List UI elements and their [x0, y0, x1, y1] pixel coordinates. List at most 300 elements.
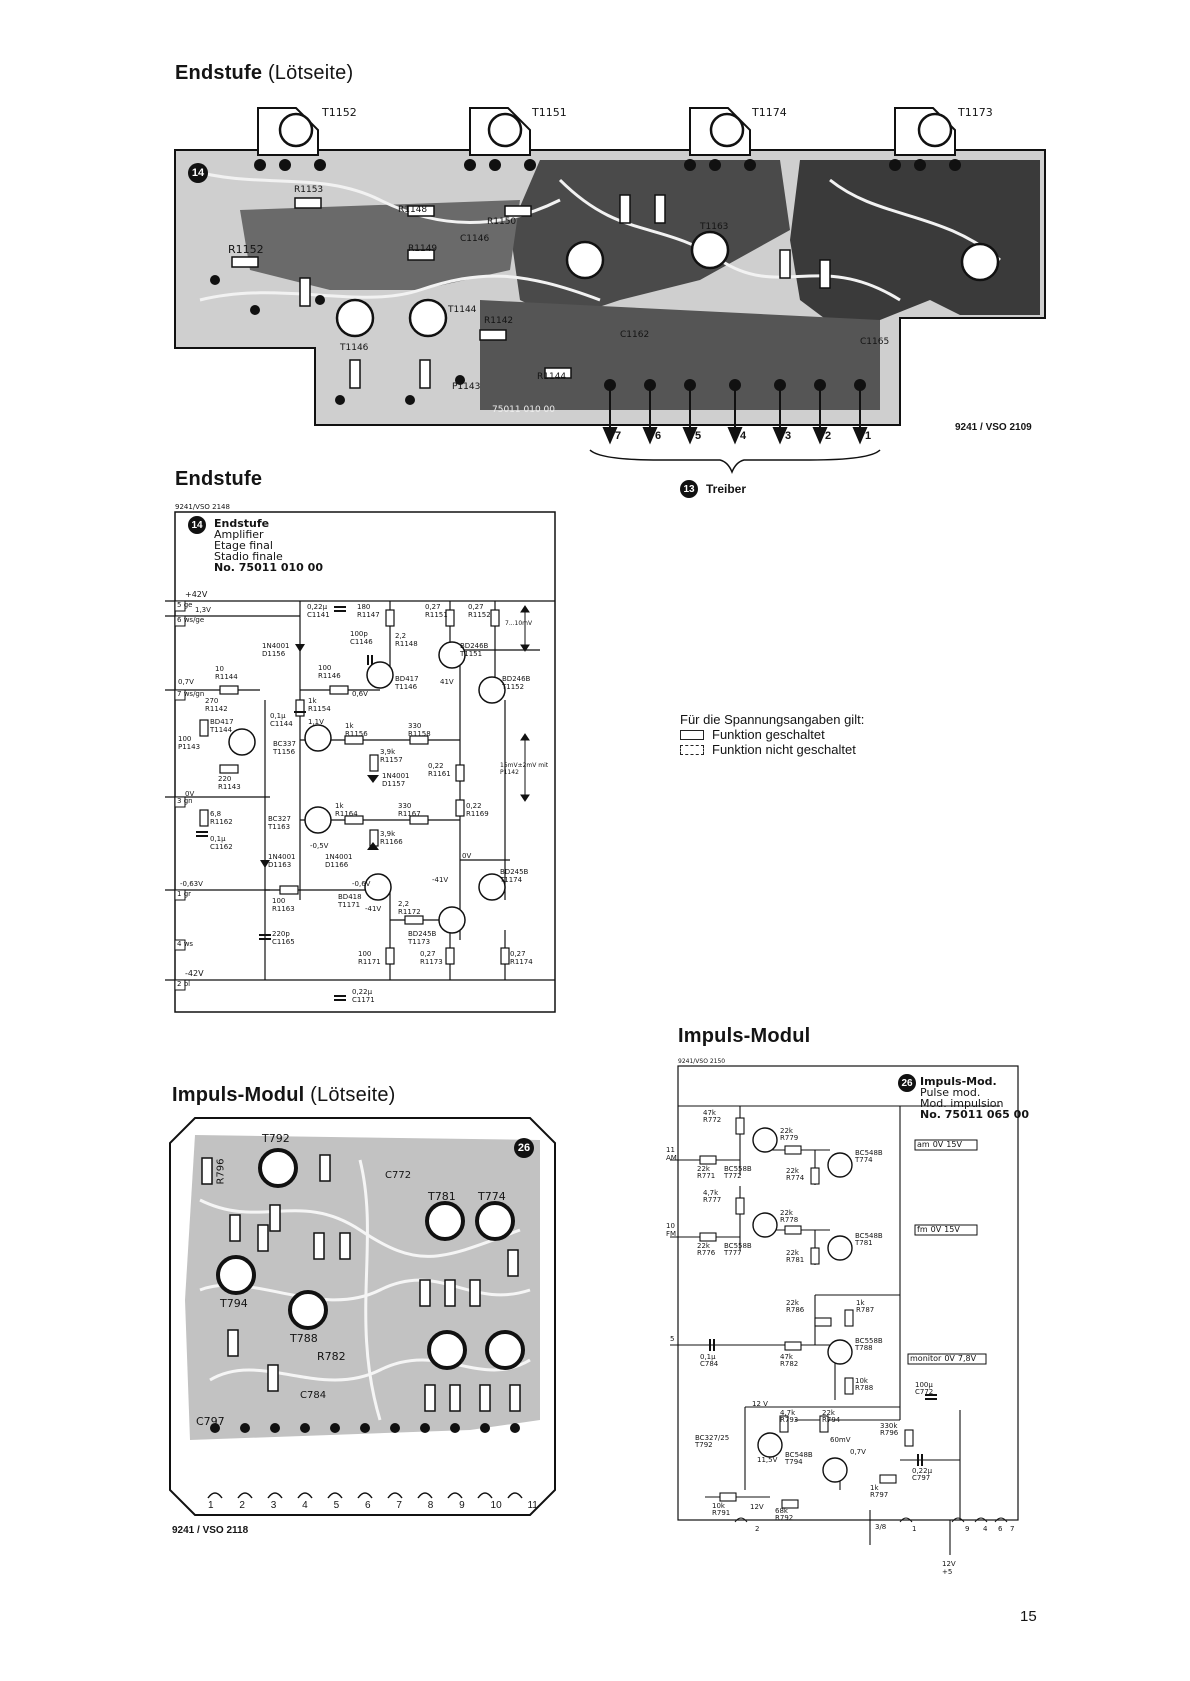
status-value: 15V — [946, 1140, 962, 1149]
comp-value: 100 — [358, 950, 372, 958]
pcb-label-t1144: T1144 — [448, 305, 477, 315]
treiber-text: Treiber — [706, 482, 747, 496]
comp-ref: C1165 — [272, 938, 295, 946]
comp-value: 1k — [308, 697, 317, 705]
comp-value: 22k — [697, 1242, 710, 1250]
comp-ref: C797 — [912, 1474, 931, 1482]
comp-ref: R1174 — [510, 958, 533, 966]
input-label: FM — [666, 1230, 677, 1238]
impuls-name-line: Mod. impulsion — [920, 1097, 1004, 1110]
comp-value: 22k — [822, 1409, 835, 1417]
pin-wire: ge — [183, 601, 193, 609]
comp-value: 3,9k — [380, 830, 396, 838]
impuls-name-line: Pulse mod. — [920, 1086, 981, 1099]
comp-ref: R782 — [780, 1360, 799, 1368]
impuls-pin: 2 — [239, 1500, 245, 1511]
impuls-input-fm — [666, 1222, 676, 1238]
comp-ref: T1144 — [210, 726, 233, 734]
voltage-label: 0V — [185, 790, 195, 798]
pcb-pin-6: 6 — [655, 430, 662, 442]
comp-ref: T788 — [855, 1344, 873, 1352]
comp-ref: R1172 — [398, 908, 421, 916]
imp-comp-r793 — [780, 1410, 798, 1424]
impuls-schematic-title: Impuls-Modul — [678, 1025, 811, 1047]
comp-ref: C772 — [915, 1388, 934, 1396]
impuls-pin: 4 — [302, 1500, 308, 1511]
endstufe-schematic-code: 9241/VSO 2148 — [175, 503, 230, 511]
comp-ref: R1148 — [395, 640, 418, 648]
endstufe-pcb-title-main: Endstufe — [175, 62, 263, 84]
impuls-schematic-badge: 26 — [898, 1074, 916, 1092]
imp-comp-r794 — [822, 1410, 840, 1424]
imp-comp-c772 — [915, 1382, 933, 1396]
comp-ref: R778 — [780, 1216, 799, 1224]
impuls-pin: 11 — [527, 1500, 538, 1511]
comp-value: BC548B — [855, 1149, 883, 1157]
status-label: monitor — [910, 1354, 942, 1363]
comp-value: BC548B — [855, 1232, 883, 1240]
comp-ref: C1146 — [350, 638, 373, 646]
comp-value: 0,27 — [425, 603, 441, 611]
endstufe-pcb-code: 9241 / VSO 2109 — [955, 422, 1032, 433]
input-pin: 10 — [666, 1222, 675, 1230]
impuls-pcb-title-main: Impuls-Modul — [172, 1084, 305, 1106]
imp-comp-r792 — [775, 1508, 793, 1522]
comp-value: 0,1µ — [270, 712, 286, 720]
comp-value: 220p — [272, 930, 290, 938]
comp-value: BC548B — [785, 1451, 813, 1459]
comp-value: 100 — [272, 897, 286, 905]
imp-bottom-pin: 3/8 — [875, 1523, 887, 1531]
pin-num: 4 — [177, 940, 182, 948]
comp-ref: R791 — [712, 1509, 731, 1517]
impuls-label-r782: R782 — [317, 1350, 346, 1363]
pcb-label-r1144: R1144 — [537, 372, 567, 382]
imp-comp-r777 — [703, 1190, 721, 1204]
impuls-pin: 9 — [459, 1500, 465, 1511]
pin-wire: bl — [183, 980, 191, 988]
impuls-name-line: Impuls-Mod. — [920, 1075, 997, 1088]
impuls-label-t781: T781 — [428, 1190, 456, 1203]
comp-ref: R1142 — [205, 705, 228, 713]
status-label: am — [917, 1140, 930, 1149]
comp-value: 100 — [318, 664, 332, 672]
comp-value: BD417 — [210, 718, 234, 726]
comp-ref: R1151 — [425, 611, 448, 619]
imp-comp-t774 — [855, 1150, 883, 1164]
imp-voltage: 11,5V — [757, 1456, 778, 1464]
imp-comp-r796 — [880, 1423, 898, 1437]
comp-value: 1k — [870, 1484, 879, 1492]
impuls-pcb-title-sub: (Lötseite) — [310, 1084, 396, 1106]
imp-comp-r782 — [780, 1354, 798, 1368]
rail-pos-label: +42V — [185, 590, 208, 599]
comp-ref: R1161 — [428, 770, 451, 778]
comp-ref: R774 — [786, 1174, 805, 1182]
pcb-label-board-code: 75011 010 00 — [492, 405, 555, 415]
comp-value: BC558B — [855, 1337, 883, 1345]
voltage-label: -0,5V — [310, 842, 329, 850]
comp-value: 100p — [350, 630, 368, 638]
impuls-schematic-capacitors — [710, 1339, 937, 1466]
comp-ref: T1163 — [268, 823, 291, 831]
imp-comp-r772 — [703, 1110, 721, 1124]
imp-voltage: 12 V — [752, 1400, 768, 1408]
imp-comp-r781 — [786, 1250, 804, 1264]
voltage-label: 0,6V — [352, 690, 368, 698]
legend-item-label: Funktion geschaltet — [712, 727, 825, 742]
pcb-pin-1: 1 — [865, 430, 872, 442]
comp-value: BC327 — [268, 815, 291, 823]
input-label: AM — [666, 1154, 677, 1162]
imp-bottom-pin: 4 — [983, 1525, 988, 1533]
comp-value: 330k — [880, 1422, 898, 1430]
comp-value: 100 — [178, 735, 192, 743]
impuls-status-monitor — [910, 1354, 976, 1363]
status-value: 0V — [930, 1225, 942, 1234]
supply-line: +5 — [942, 1568, 953, 1576]
comp-value: 1k — [335, 802, 344, 810]
voltage-label: 0,7V — [178, 678, 194, 686]
imp-comp-r771 — [697, 1166, 715, 1180]
imp-voltage: 0,7V — [850, 1448, 866, 1456]
pcb-label-t1146: T1146 — [340, 343, 369, 353]
pcb-pin-7: 7 — [615, 430, 622, 442]
pcb-pin-2: 2 — [825, 430, 832, 442]
pcb-label-r1153: R1153 — [294, 185, 324, 195]
comp-ref: D1163 — [268, 861, 292, 869]
status-value: 7,8V — [957, 1354, 977, 1363]
comp-ref: D1157 — [382, 780, 406, 788]
impuls-label-c772: C772 — [385, 1170, 412, 1181]
comp-value: BD246B — [460, 642, 489, 650]
comp-value: 0,22µ — [912, 1467, 933, 1475]
comp-value: 2,2 — [395, 632, 407, 640]
comp-ref: R781 — [786, 1256, 805, 1264]
voltage-label: -41V — [365, 905, 382, 913]
comp-ref: R771 — [697, 1172, 716, 1180]
imp-bottom-pin: 2 — [755, 1525, 760, 1533]
pcb-label-t1151: T1151 — [532, 106, 567, 119]
pin-num: 1 — [177, 890, 182, 898]
comp-value: 0,27 — [420, 950, 436, 958]
impuls-label-t788: T788 — [290, 1332, 318, 1345]
imp-comp-c797 — [912, 1468, 932, 1482]
comp-value: 0,27 — [468, 603, 484, 611]
status-label: fm — [917, 1225, 928, 1234]
comp-value: 220 — [218, 775, 232, 783]
comp-value: 330 — [408, 722, 422, 730]
comp-value: 47k — [780, 1353, 793, 1361]
comp-ref: R1157 — [380, 756, 403, 764]
comp-ref: R1143 — [218, 783, 241, 791]
imp-bottom-pin: 1 — [912, 1525, 917, 1533]
imp-comp-t794 — [785, 1452, 813, 1466]
comp-value: 22k — [780, 1127, 793, 1135]
comp-ref: D1166 — [325, 861, 349, 869]
rail-neg-label: -42V — [185, 969, 204, 978]
impuls-status-boxes — [908, 1140, 986, 1364]
comp-ref: R1158 — [408, 730, 431, 738]
pcb-label-r1148: R1148 — [398, 205, 428, 215]
pcb-label-t1173: T1173 — [958, 106, 993, 119]
pin-wire: ws/ge — [183, 616, 205, 624]
comp-ref: R787 — [856, 1306, 875, 1314]
comp-ref: T1151 — [460, 650, 483, 658]
impuls-status-fm — [917, 1225, 960, 1234]
comp-ref: D1156 — [262, 650, 286, 658]
pin-num: 5 — [177, 601, 182, 609]
comp-value: 22k — [697, 1165, 710, 1173]
schematic-name-line: Endstufe — [214, 517, 270, 530]
comp-value: BD245B — [500, 868, 529, 876]
comp-value: 22k — [786, 1299, 799, 1307]
input-pin: 11 — [666, 1146, 675, 1154]
impuls-label-t794: T794 — [220, 1297, 248, 1310]
imp-voltage: 60mV — [830, 1436, 851, 1444]
comp-value: 4,7k — [703, 1189, 719, 1197]
comp-value: 270 — [205, 697, 219, 705]
comp-ref: R772 — [703, 1116, 722, 1124]
impuls-label-c797: C797 — [196, 1415, 225, 1428]
comp-ref: R794 — [822, 1416, 841, 1424]
comp-value: BD418 — [338, 893, 362, 901]
comp-value: 68k — [775, 1507, 788, 1515]
comp-ref: R1154 — [308, 705, 331, 713]
pcb-label-t1152: T1152 — [322, 106, 357, 119]
impuls-label-c784: C784 — [300, 1390, 327, 1401]
imp-comp-t788 — [855, 1338, 883, 1352]
pin-num: 6 — [177, 616, 182, 624]
comp-ref: R792 — [775, 1514, 794, 1522]
imp-comp-t772 — [724, 1166, 752, 1180]
comp-ref: T1173 — [408, 938, 431, 946]
status-value: 0V — [944, 1354, 955, 1363]
imp-comp-t781 — [855, 1233, 883, 1247]
legend-item-label: Funktion nicht geschaltet — [712, 742, 856, 757]
comp-ref: R786 — [786, 1306, 805, 1314]
imp-voltage: 12V — [750, 1503, 764, 1511]
comp-value: 0,22 — [466, 802, 482, 810]
pcb-pin-5: 5 — [695, 430, 702, 442]
pin-wire: gn — [183, 797, 193, 805]
comp-ref: P1143 — [178, 743, 201, 751]
imp-bottom-pin: 7 — [1010, 1525, 1015, 1533]
impuls-label-t774: T774 — [478, 1190, 506, 1203]
imp-comp-r788 — [855, 1378, 873, 1392]
comp-ref: T1156 — [273, 748, 296, 756]
comp-value: 47k — [703, 1109, 716, 1117]
impuls-pin: 5 — [333, 1500, 340, 1511]
comp-value: 22k — [780, 1209, 793, 1217]
pcb-label-r1149: R1149 — [408, 244, 438, 254]
impuls-input-5: 5 — [670, 1335, 675, 1343]
page-number: 15 — [1020, 1608, 1037, 1625]
pin-num: 3 — [177, 797, 182, 805]
comp-ref: R797 — [870, 1491, 889, 1499]
comp-ref: T792 — [695, 1441, 713, 1449]
comp-value: 0,22 — [428, 762, 444, 770]
comp-ref: C1162 — [210, 843, 233, 851]
pcb-label-p1143: P1143 — [452, 382, 481, 392]
comp-ref: R793 — [780, 1416, 799, 1424]
comp-ref: T774 — [855, 1156, 873, 1164]
pcb-pin-3: 3 — [785, 430, 792, 442]
voltage-label: -0,63V — [180, 880, 203, 888]
comp-value: 22k — [786, 1249, 799, 1257]
comp-value: 0,27 — [510, 950, 526, 958]
comp-ref: T1174 — [500, 876, 523, 884]
imp-comp-r779 — [780, 1128, 798, 1142]
endstufe-pcb-title-sub: (Lötseite) — [267, 62, 354, 84]
comp-value: 0,22µ — [352, 988, 373, 996]
comp-value: 3,9k — [380, 748, 396, 756]
impuls-status-am — [917, 1140, 962, 1149]
imp-supply — [942, 1560, 956, 1576]
voltage-label: 1,1V — [308, 718, 324, 726]
voltage-label: -41V — [432, 876, 449, 884]
imp-comp-r774 — [786, 1168, 804, 1182]
impuls-pin: 10 — [490, 1500, 502, 1511]
endstufe-schematic-title: Endstufe — [175, 468, 263, 490]
voltage-label: 1,3V — [195, 606, 211, 614]
imp-comp-c784 — [700, 1354, 718, 1368]
comp-meas-mid: 15mV±2mV mit P1142 — [500, 762, 549, 776]
imp-comp-r797 — [870, 1485, 888, 1499]
pin-num: 2 — [177, 980, 182, 988]
comp-ref: R1146 — [318, 672, 341, 680]
comp-value: 0,1µ — [700, 1353, 716, 1361]
pcb-label-r1150: R1150 — [487, 217, 517, 227]
comp-ref: C1141 — [307, 611, 330, 619]
pcb-label-r1142: R1142 — [484, 316, 514, 326]
comp-value: BC558B — [724, 1165, 752, 1173]
pin-wire: ws — [183, 940, 194, 948]
impuls-pcb-code: 9241 / VSO 2118 — [172, 1525, 249, 1536]
comp-ref: C1144 — [270, 720, 293, 728]
pcb-label-t1163: T1163 — [700, 222, 729, 232]
pin-num: 7 — [177, 690, 182, 698]
comp-ref: R1166 — [380, 838, 403, 846]
comp-value: 1N4001 — [325, 853, 353, 861]
comp-ref: R1156 — [345, 730, 368, 738]
comp-value: 1k — [856, 1299, 865, 1307]
status-value: 0V — [932, 1140, 944, 1149]
endstufe-schematic-badge: 14 — [188, 516, 206, 534]
schematic-name-line: Amplifier — [214, 528, 264, 541]
comp-value: 10k — [712, 1502, 725, 1510]
comp-value: 180 — [357, 603, 371, 611]
comp-ref: T794 — [785, 1458, 803, 1466]
comp-value: 100µ — [915, 1381, 933, 1389]
comp-ref: R1173 — [420, 958, 443, 966]
schematic-name-line: No. 75011 010 00 — [214, 561, 323, 574]
comp-value: 6,8 — [210, 810, 222, 818]
comp-value: BD417 — [395, 675, 419, 683]
impuls-name-line: No. 75011 065 00 — [920, 1108, 1029, 1121]
comp-value: 1N4001 — [262, 642, 290, 650]
supply-line: 12V — [942, 1560, 956, 1568]
comp-ref: T1146 — [395, 683, 418, 691]
comp-value: 4,7k — [780, 1409, 796, 1417]
comp-ref: R1164 — [335, 810, 358, 818]
voltage-label: 0V — [462, 852, 472, 860]
impuls-pin: 6 — [364, 1500, 371, 1511]
pin-wire: gr — [183, 890, 192, 898]
impuls-pin: 8 — [427, 1500, 434, 1511]
comp-meas-top: 7...10mV — [505, 620, 533, 627]
comp-value: BC558B — [724, 1242, 752, 1250]
pin-wire: ws/gn — [183, 690, 205, 698]
comp-ref: R1167 — [398, 810, 421, 818]
comp-ref: R788 — [855, 1384, 874, 1392]
impuls-pin: 3 — [270, 1500, 277, 1511]
pcb-label-r1152: R1152 — [228, 243, 264, 256]
pcb-pin-4: 4 — [740, 430, 747, 442]
endstufe-pcb-badge: 14 — [188, 163, 208, 183]
imp-comp-r791 — [712, 1503, 730, 1517]
comp-value: 2,2 — [398, 900, 410, 908]
imp-comp-r776 — [697, 1243, 715, 1257]
comp-ref: T772 — [724, 1172, 742, 1180]
comp-ref: R796 — [880, 1429, 899, 1437]
comp-value: 0,1µ — [210, 835, 226, 843]
comp-ref: R1152 — [468, 611, 491, 619]
imp-bottom-pin: 6 — [998, 1525, 1003, 1533]
comp-ref: T1171 — [338, 901, 361, 909]
status-value: 15V — [944, 1225, 960, 1234]
comp-value: 1k — [345, 722, 354, 730]
imp-comp-r786 — [786, 1300, 804, 1314]
comp-value: 10k — [855, 1377, 868, 1385]
pcb-label-t1174: T1174 — [752, 106, 787, 119]
voltage-label: 41V — [440, 678, 454, 686]
comp-value: 22k — [786, 1167, 799, 1175]
schematic-name-line: Etage final — [214, 539, 273, 552]
comp-ref: R779 — [780, 1134, 799, 1142]
imp-comp-t792 — [695, 1435, 729, 1449]
comp-value: BC327/25 — [695, 1434, 730, 1442]
comp-value: BC337 — [273, 740, 296, 748]
impuls-schematic-code: 9241/VSO 2150 — [678, 1058, 726, 1065]
comp-value: 1N4001 — [382, 772, 410, 780]
comp-ref: T781 — [855, 1239, 873, 1247]
comp-ref: R776 — [697, 1249, 716, 1257]
impuls-pin: 7 — [396, 1500, 402, 1511]
schematic-name-line: Stadio finale — [214, 550, 283, 563]
pcb-label-c1146: C1146 — [460, 234, 490, 244]
comp-value: 10 — [215, 665, 224, 673]
comp-ref: R1144 — [215, 673, 238, 681]
comp-ref: R777 — [703, 1196, 722, 1204]
impuls-label-t792: T792 — [262, 1132, 290, 1145]
comp-value: 330 — [398, 802, 412, 810]
comp-ref: R1163 — [272, 905, 295, 913]
imp-comp-t777 — [724, 1243, 752, 1257]
pcb-label-c1162: C1162 — [620, 330, 650, 340]
impuls-input-am — [666, 1146, 677, 1162]
comp-ref: T777 — [724, 1249, 742, 1257]
impuls-label-r796: R796 — [215, 1158, 227, 1185]
comp-ref: T1152 — [502, 683, 525, 691]
comp-ref: R1162 — [210, 818, 233, 826]
comp-value: 0,22µ — [307, 603, 328, 611]
comp-ref: R1171 — [358, 958, 381, 966]
impuls-schematic-name-block — [920, 1076, 1029, 1120]
comp-value: BD245B — [408, 930, 437, 938]
imp-bottom-pin: 9 — [965, 1525, 970, 1533]
comp-ref: R1169 — [466, 810, 489, 818]
